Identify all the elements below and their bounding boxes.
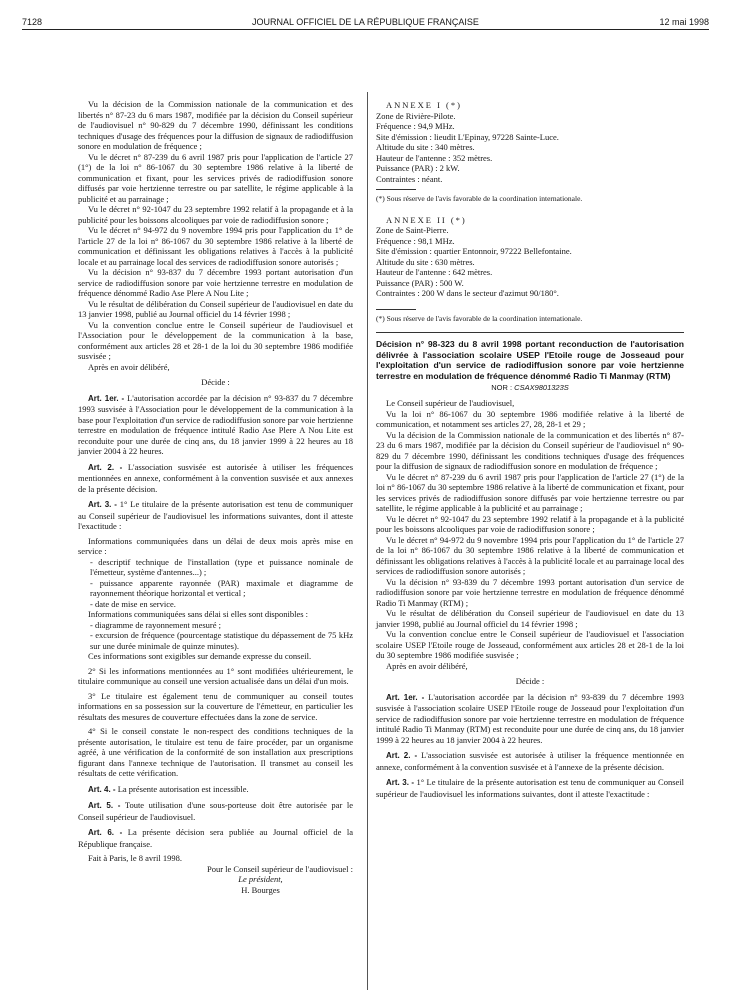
vu-paragraph: Vu le décret n° 92-1047 du 23 septembre 1992 relatif à la propagande et à la publicité pour les boissons alcooliques par voie de radiodiffusion sonore ; — [376, 513, 684, 534]
vu-paragraph: Vu la loi n° 86-1067 du 30 septembre 1986 modifiée relative à la liberté de communication, et notamment ses articles 27, 28, 28-1 et 29 ; — [376, 408, 684, 429]
article-label: Art. 5. - — [88, 801, 121, 810]
article-label: Art. 2. - — [386, 751, 418, 760]
vu-paragraph: Vu la décision n° 93-837 du 7 décembre 1993 portant autorisation d'un service de radiodiffusion sonore par voie hertzienne terrestre en modulation de fréquence dénommé Radio Ase Plere A Nou Lite ; — [78, 267, 353, 298]
annex-line: Zone de Rivière-Pilote. — [376, 110, 456, 121]
signature-title: Le président, — [238, 874, 283, 884]
header-rule — [22, 29, 709, 30]
annex-line: Contraintes : néant. — [376, 173, 443, 184]
vu-paragraph: Vu le décret n° 87-239 du 6 avril 1987 pris pour l'application de l'article 27 (1°) de la loi n° 86-1067 du 30 septembre 1986 relative à la liberté de communication et fixant, pour les services privés de radiodiffusion sonore diffusés par voie hertzienne terrestre ou par satellite, le régime applicable à la publicité et au parrainage ; — [78, 151, 353, 204]
article-text: Toute utilisation d'une sous-porteuse doit être autorisée par le Conseil supérieur de l'audiovisuel. — [78, 800, 353, 822]
annex-line: Site d'émission : quartier Entonnoir, 97222 Bellefontaine. — [376, 246, 572, 256]
section-rule — [376, 332, 684, 333]
annex-line: Contraintes : 200 W dans le secteur d'azimut 90/180°. — [376, 288, 559, 298]
paragraph-2: 2° Si les informations mentionnées au 1° sont modifiées ultérieurement, le titulaire communique au conseil une version actualisée dans un délai d'un mois. — [78, 665, 353, 686]
intro-line: Le Conseil supérieur de l'audiovisuel, — [386, 398, 515, 408]
article-4 — [78, 784, 353, 796]
annex-line: Puissance (PAR) : 2 kW. — [376, 163, 460, 173]
article-text: La présente décision sera publiée au Journal officiel de la République française. — [78, 827, 354, 849]
vu-paragraph: Après en avoir délibéré, — [386, 660, 468, 671]
left-column — [78, 99, 353, 895]
issue-date: 12 mai 1998 — [659, 17, 709, 27]
list-item: - excursion de fréquence (pourcentage statistique du dépassement de 75 kHz sur une durée minimale de quinze minutes). — [90, 630, 353, 651]
article-label: Art. 3. - — [88, 500, 117, 509]
info-heading: Informations communiquées dans un délai de deux mois après mise en service : — [78, 535, 353, 556]
article-label: Art. 4. - — [88, 784, 116, 794]
vu-paragraph: Vu la convention conclue entre le Conseil supérieur de l'audiovisuel et l'association scolaire USEP l'Etoile rouge de Josseaud, conformément aux articles 28 et 28-1 de la loi du 30 septembre 1986 modifiée susvisée ; — [376, 629, 684, 660]
annex-line: Altitude du site : 630 mètres. — [376, 256, 475, 267]
vu-paragraph: Vu la décision n° 93-839 du 7 décembre 1993 portant autorisation d'un service de radiodiffusion sonore par voie hertzienne terrestre en modulation de fréquence dénommé Radio Ti Manmay (RTM) ; — [376, 576, 684, 608]
nor-label: NOR : — [491, 383, 513, 392]
footnote-rule — [376, 309, 416, 310]
nor-reference — [376, 383, 684, 392]
footnote-rule — [376, 189, 416, 190]
article-text: La présente autorisation est incessible. — [117, 783, 249, 794]
article-text: L'association susvisée est autorisée à utiliser la fréquence mentionnée en annexe, conformément à la convention susvisée et à l'annexe de la présente décision. — [376, 750, 684, 772]
annex-1-title: ANNEXE I (*) — [386, 100, 462, 110]
vu-paragraph: Vu la convention conclue entre le Conseil supérieur de l'audiovisuel et l'Association pour le développement de la communication à la base, conformément aux articles 28 et 28-1 de la loi du 30 septembre 1986 modifiée susvisée ; — [78, 319, 353, 361]
footnote: (*) Sous réserve de l'avis favorable de la coordination internationale. — [376, 313, 583, 323]
list-item: - puissance apparente rayonnée (PAR) maximale et diagramme de rayonnement théorique horizontal et vertical ; — [90, 577, 353, 598]
signatory-name: H. Bourges — [241, 884, 280, 895]
vu-paragraph: Vu le décret n° 94-972 du 9 novembre 1994 pris pour l'application du 1° de l'article 27 de la loi n° 86-1067 du 30 septembre 1986 relative à la liberté de communication et définissant les obligations relatives à l'accès à la publicité locale et au parrainage local des services de radiodiffusion sonore autorisés ; — [78, 225, 353, 267]
vu-paragraph: Vu la décision de la Commission nationale de la communication et des libertés n° 87-23 du 6 mars 1987, modifiée par la décision du Conseil supérieur de l'audiovisuel n° 90-829 du 7 décembre 1990, définissant les conditions techniques d'usage des fréquences pour la diffusion de signaux de radiodiffusion sonore en modulation de fréquence ; — [78, 99, 353, 151]
article-text: 1° Le titulaire de la présente autorisation est tenu de communiquer au Conseil supérieur de l'audiovisuel les informations suivantes, dont il atteste l'exactitude : — [78, 499, 354, 531]
annex-line: Hauteur de l'antenne : 642 mètres. — [376, 267, 493, 277]
article-1 — [376, 692, 684, 746]
annex-line: Hauteur de l'antenne : 352 mètres. — [376, 152, 493, 163]
paragraph-4: 4° Si le conseil constate le non-respect des conditions techniques de la présente autorisation, le titulaire est tenu de faire procéder, par un organisme agréé, à une vérification de la conformité de son installation aux prescriptions figurant dans l'annexe technique de l'autorisation. Il transmet au conseil les résultats de cette vérification. — [78, 726, 353, 778]
vu-paragraph: Vu le décret n° 92-1047 du 23 septembre 1992 relatif à la propagande et à la publicité pour les boissons alcooliques par voie de radiodiffusion sonore ; — [78, 204, 353, 225]
annex-line: Altitude du site : 340 mètres. — [376, 142, 475, 152]
page-header — [0, 0, 731, 40]
article-text: L'autorisation accordée par la décision n° 93-839 du 7 décembre 1993 susvisée à l'association scolaire USEP l'Etoile rouge de Josseaud pour l'exploitation d'un service de radiodiffusion sonore par voie hertzienne terrestre en modulation de fréquence intitulé Radio Ti Manmay (RTM) est reconduite pour une durée de cinq ans, du 18 janvier 1999 à 22 heures au 18 janvier 2004 à 22 heures. — [376, 691, 685, 745]
page-number: 7128 — [22, 17, 43, 27]
article-6 — [78, 827, 353, 849]
annex-line: Zone de Saint-Pierre. — [376, 225, 449, 235]
decide-heading: Décide : — [201, 377, 230, 387]
info-heading: Informations communiquées sans délai si elles sont disponibles : — [88, 609, 309, 619]
signature-intro: Pour le Conseil supérieur de l'audiovisuel : — [206, 863, 353, 874]
article-label: Art. 6. - — [88, 828, 123, 837]
vu-paragraph: Vu la décision de la Commission nationale de la communication et des libertés n° 87-23 du 6 mars 1987, modifiée par la décision du Conseil supérieur de l'audiovisuel n° 90-829 du 7 décembre 1990, définissant les conditions techniques d'usage des fréquences pour la diffusion de signaux de radiodiffusion sonore en modulation de fréquence ; — [376, 429, 684, 471]
fait-line: Fait à Paris, le 8 avril 1998. — [88, 853, 182, 863]
article-3 — [376, 777, 684, 799]
paragraph-3: 3° Le titulaire est également tenu de communiquer au conseil toutes informations en sa possession sur la couverture de l'émetteur, en particulier les résultats des mesures de couverture effectuées dans la zone de service. — [78, 690, 353, 722]
article-text: L'association susvisée est autorisée à utiliser les fréquences mentionnées en annexe, conformément à la convention susvisée et aux annexes de la présente décision. — [78, 461, 354, 494]
vu-paragraph: Vu le décret n° 94-972 du 9 novembre 1994 pris pour l'application du 1° de l'article 27 de la loi n° 86-1067 du 30 septembre 1986 relative à la liberté de communication et définissant les obligations relatives à l'accès à la publicité locale et au parrainage local des services de radiodiffusion sonore autorisés ; — [376, 534, 684, 576]
vu-paragraph: Vu le résultat de délibération du Conseil supérieur de l'audiovisuel en date du 13 janvier 1998, publié au Journal officiel du 14 février 1998 ; — [376, 608, 684, 629]
article-label: Art. 1er. - — [88, 393, 125, 403]
article-label: Art. 2. - — [88, 462, 123, 472]
article-3 — [78, 499, 353, 532]
decide-heading: Décide : — [515, 676, 545, 686]
article-2 — [376, 750, 684, 772]
article-1 — [78, 393, 353, 457]
nor-code: CSAX9801323S — [514, 383, 569, 392]
decision-title: Décision n° 98-323 du 8 avril 1998 portant reconduction de l'autorisation délivrée à l'association scolaire USEP l'Etoile rouge de Josseaud pour l'exploitation d'un service de radiodiffusion sonore par voie hertzienne terrestre en modulation de fréquence dénommé Radio Ti Manmay (RTM) — [376, 339, 684, 381]
annex-line: Fréquence : 94,9 MHz. — [376, 121, 455, 131]
article-2 — [78, 462, 353, 495]
annex-line: Puissance (PAR) : 500 W. — [376, 277, 464, 288]
right-column — [376, 100, 684, 799]
annex-line: Fréquence : 98,1 MHz. — [376, 235, 455, 246]
vu-paragraph: Après en avoir délibéré, — [88, 361, 170, 372]
footnote: (*) Sous réserve de l'avis favorable de la coordination internationale. — [376, 194, 583, 203]
annex-line: Site d'émission : lieudit L'Epinay, 97228 Sainte-Luce. — [376, 131, 559, 142]
list-item: - date de mise en service. — [90, 598, 176, 609]
article-text: L'autorisation accordée par la décision n° 93-837 du 7 décembre 1993 susvisée à l'Association pour le développement de la communication à la base pour l'exploitation d'un service de radiodiffusion sonore par voie hertzienne terrestre en modulation de fréquence intitulé Radio Ase Plere A Nou Lite est reconduite pour une durée de cinq ans, du 18 janvier 1999 à 22 heures au 18 janvier 2004 à 22 heures. — [78, 392, 353, 456]
article-5 — [78, 800, 353, 822]
column-divider — [367, 92, 368, 990]
vu-paragraph: Vu le résultat de délibération du Conseil supérieur de l'audiovisuel en date du 13 janvier 1998, publié au Journal officiel du 14 février 1998 ; — [78, 298, 353, 319]
article-text: 1° Le titulaire de la présente autorisation est tenu de communiquer au Conseil supérieur de l'audiovisuel les informations suivantes, dont il atteste l'exactitude : — [376, 777, 685, 799]
article-label: Art. 1er. - — [386, 692, 425, 702]
info-note: Ces informations sont exigibles sur demande expresse du conseil. — [88, 651, 312, 661]
annex-2-title: ANNEXE II (*) — [386, 214, 467, 225]
article-label: Art. 3. - — [386, 778, 415, 787]
list-item: - diagramme de rayonnement mesuré ; — [90, 619, 221, 630]
journal-title: JOURNAL OFFICIEL DE LA RÉPUBLIQUE FRANÇAISE — [252, 17, 479, 27]
vu-paragraph: Vu le décret n° 87-239 du 6 avril 1987 pris pour l'application de l'article 27 (1°) de la loi n° 86-1067 du 30 septembre 1986 relative à la liberté de communication et fixant, pour les services privés de radiodiffusion sonore diffusés par voie hertzienne terrestre ou par satellite, le régime applicable à la publicité et au parrainage ; — [376, 471, 684, 513]
list-item: - descriptif technique de l'installation (type et puissance nominale de l'émetteur, système d'antennes...) ; — [90, 556, 353, 577]
